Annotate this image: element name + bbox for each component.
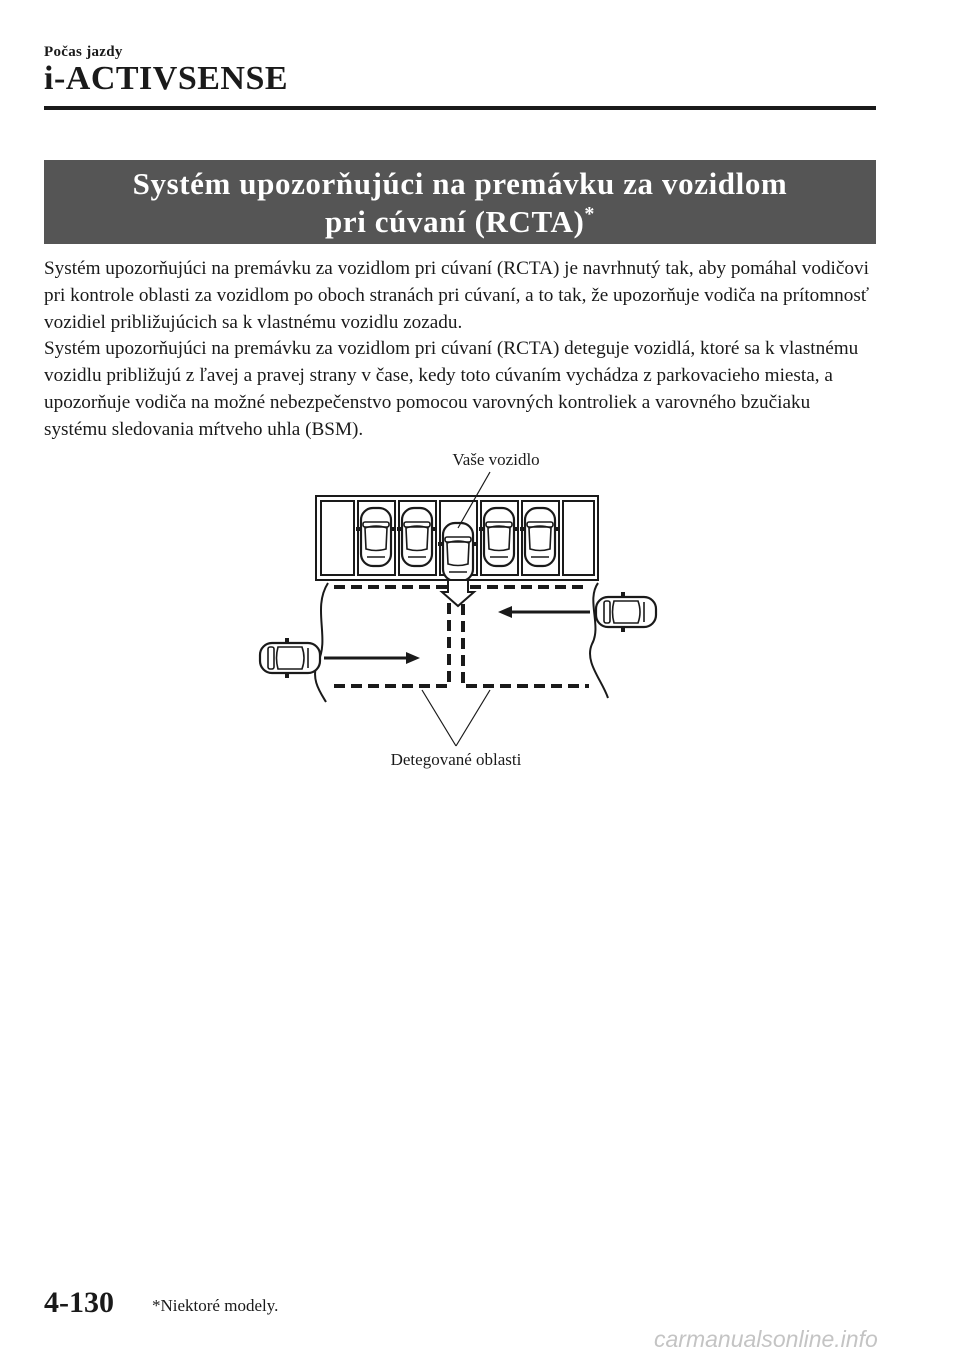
parked-car — [520, 508, 560, 566]
banner-title-line-2 — [44, 203, 876, 241]
section-label: Počas jazdy — [44, 44, 123, 60]
page-number: 4-130 — [44, 1286, 114, 1319]
parked-car — [356, 508, 396, 566]
chapter-title: i-ACTIVSENSE — [44, 60, 289, 97]
parked-car — [479, 508, 519, 566]
banner-title-line-1: Systém upozorňujúci na premávku za vozidlom — [132, 166, 788, 201]
header-rule — [44, 106, 876, 110]
leader-line-detection-right — [456, 690, 490, 746]
approaching-car-left — [260, 638, 320, 678]
road-edge-left — [315, 583, 328, 702]
footnote-mark: * — [584, 203, 595, 225]
approaching-car-right — [596, 592, 656, 632]
rcta-diagram — [250, 440, 670, 780]
leader-line-detection-left — [422, 690, 456, 746]
label-own-vehicle: Vaše vozidlo — [452, 450, 540, 469]
reverse-arrow — [442, 580, 474, 606]
label-detection-areas: Detegované oblasti — [390, 750, 522, 769]
body-text — [44, 256, 874, 444]
approach-arrow-right — [498, 606, 590, 618]
footnote: *Niektoré modely. — [152, 1296, 279, 1315]
approach-arrow-left — [324, 652, 420, 664]
paragraph-2: Systém upozorňujúci na premávku za vozidlom pri cúvaní (RCTA) deteguje vozidlá, ktoré sa k vlastnému vozidlu približujú z ľavej a pravej strany v čase, kedy toto cúvaním vychádza z parkovacieho miesta, a upozorňuje vodiča na možné nebezpečenstvo pomocou varovných kontroliek a varovného bzučiaku systému sledovania mŕtveho uhla (BSM). — [44, 338, 859, 440]
parked-car — [397, 508, 437, 566]
paragraph-1: Systém upozorňujúci na premávku za vozidlom pri cúvaní (RCTA) je navrhnutý tak, aby pomáhal vodičovi pri kontrole oblasti za vozidlom po oboch stranách pri cúvaní, a to tak, že upozorňuje vodiča na prítomnosť vozidiel približujúcich sa k vlastnému vozidlu zozadu. — [44, 258, 870, 333]
section-banner — [44, 160, 876, 244]
own-vehicle — [438, 523, 478, 581]
banner-title-text: pri cúvaní (RCTA) — [325, 204, 585, 239]
watermark: carmanualsonline.info — [654, 1326, 878, 1352]
